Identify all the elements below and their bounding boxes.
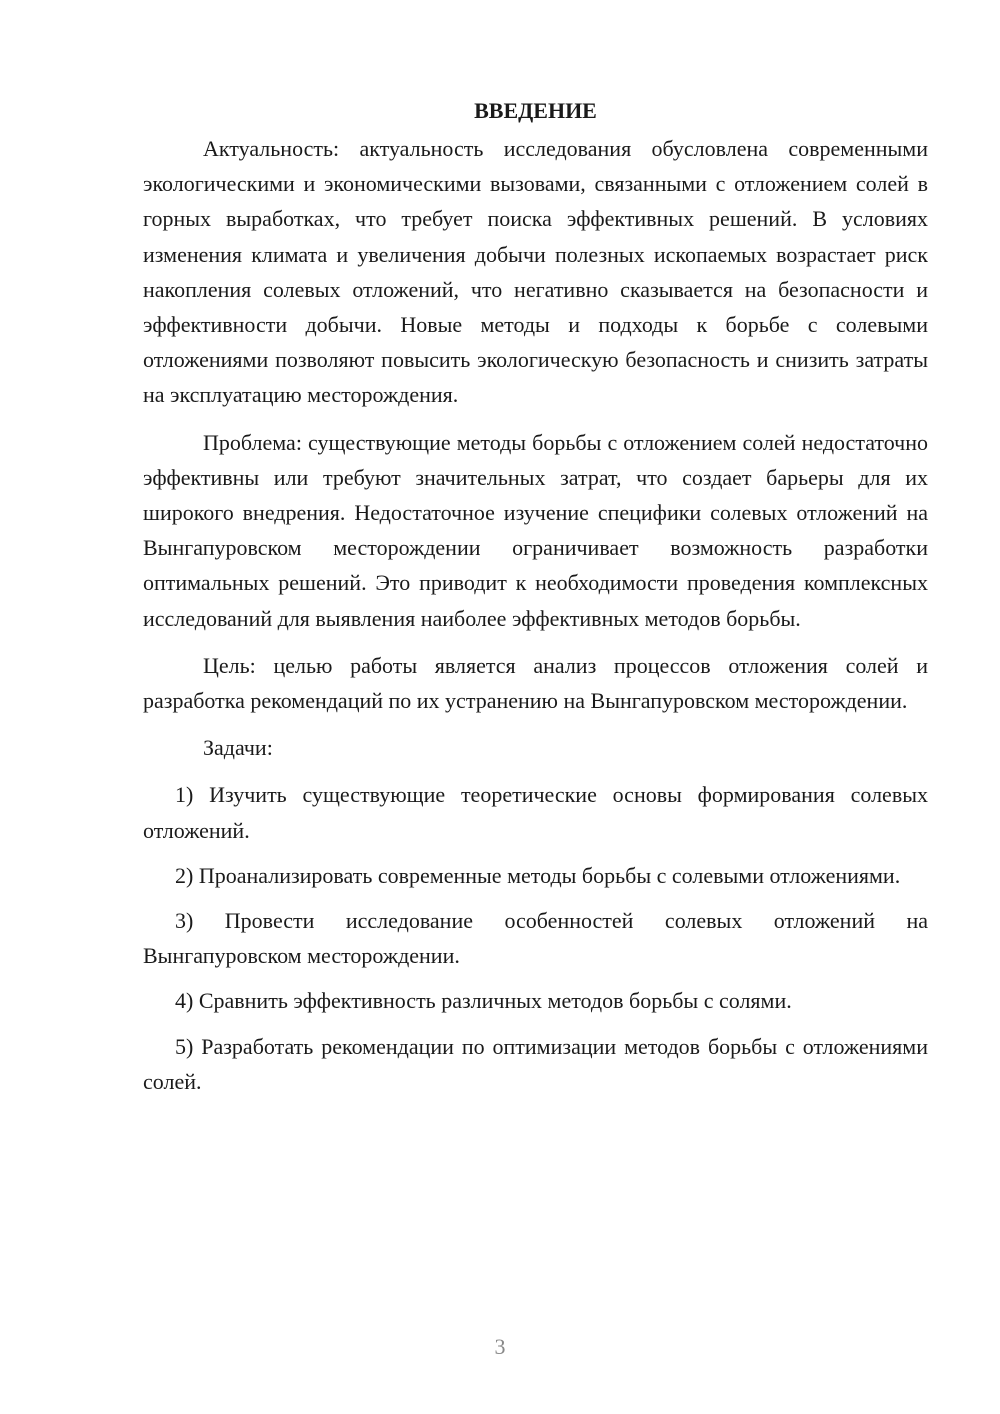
task-item: 5) Разработать рекомендации по оптимизации методов борьбы с отложениями солей. [143, 1033, 928, 1094]
document-page [143, 93, 928, 1109]
paragraph-goal: Цель: целью работы является анализ процессов отложения солей и разработка рекомендаций по их устранению на Вынгапуровском месторождении. [143, 652, 928, 714]
tasks-heading: Задачи: [203, 735, 273, 761]
task-item: 3) Провести исследование особенностей солевых отложений на Вынгапуровском месторождении. [143, 908, 928, 969]
tasks-list [143, 777, 928, 1099]
section-title: ВВЕДЕНИЕ [474, 98, 597, 123]
task-item: 4) Сравнить эффективность различных методов борьбы с солями. [175, 988, 792, 1014]
paragraph-problem: Проблема: существующие методы борьбы с отложением солей недостаточно эффективны или требуют значительных затрат, что создает барьеры для их широкого внедрения. Недостаточное изучение специфики солевых отложений на Вынгапуровском месторождении ограничивает возможность разработки оптимальных решений. Это приводит к необходимости проведения комплексных исследований для выявления наиболее эффективных методов борьбы. [143, 429, 928, 631]
task-item: 2) Проанализировать современные методы борьбы с солевыми отложениями. [175, 862, 901, 888]
paragraph-relevance: Актуальность: актуальность исследования обусловлена современными экологическими и экономическими вызовами, связанными с отложением солей в горных выработках, что требует поиска эффективных решений. В условиях изменения климата и увеличения добычи полезных ископаемых возрастает риск накопления солевых отложений, что негативно сказывается на безопасности и эффективности добычи. Новые методы и подходы к борьбе с солевыми отложениями позволяют повысить экологическую безопасность и снизить затраты на эксплуатацию месторождения. [143, 136, 928, 408]
page-number: 3 [494, 1334, 506, 1359]
task-item: 1) Изучить существующие теоретические основы формирования солевых отложений. [143, 782, 928, 843]
